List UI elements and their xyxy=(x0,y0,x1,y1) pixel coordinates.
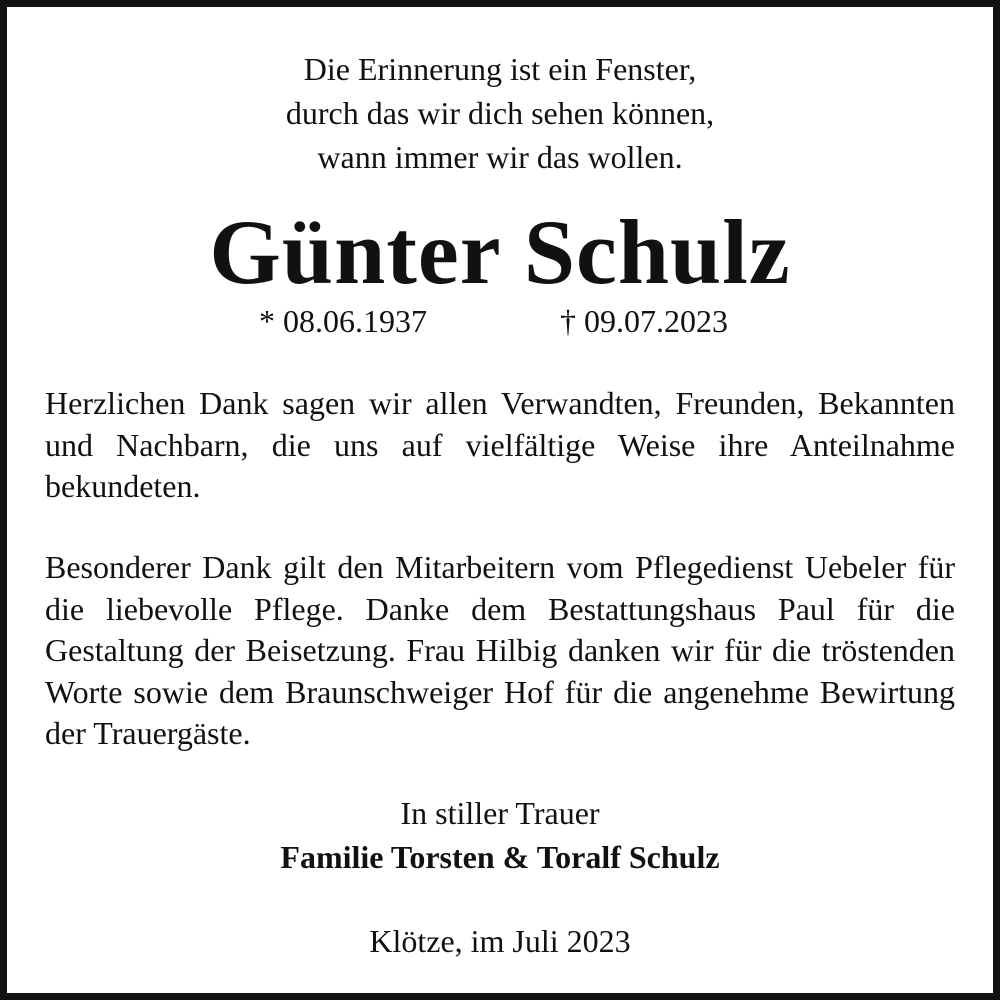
birth-date: * 08.06.1937 xyxy=(259,303,427,339)
thanks-paragraph-2 xyxy=(45,547,955,755)
motto-quote xyxy=(7,47,993,179)
motto-line-2: durch das wir dich sehen können, xyxy=(285,95,715,131)
motto-line-3: wann immer wir das wollen. xyxy=(317,139,683,175)
motto-line-1: Die Erinnerung ist ein Fenster, xyxy=(303,51,697,87)
mourning-phrase: In stiller Trauer xyxy=(400,795,600,831)
death-date: † 09.07.2023 xyxy=(560,303,728,339)
deceased-name: Günter Schulz xyxy=(209,201,791,303)
thanks-paragraph-2-text: Besonderer Dank gilt den Mitarbeitern vom Pflegedienst Uebeler für die liebevolle Pflege. Danke dem Bestattungshaus Paul für die Gestaltung der Beisetzung. Frau Hilbig danken wir für die tröstenden Worte sowie dem Braunschweiger Hof für die angenehme Bewirtung der Trauergäste. xyxy=(45,549,955,751)
thanks-paragraph-1 xyxy=(45,383,955,508)
place-date: Klötze, im Juli 2023 xyxy=(369,923,631,959)
thanks-paragraph-1-text: Herzlichen Dank sagen wir allen Verwandten, Freunden, Bekannten und Nachbarn, die uns auf vielfältige Weise ihre Anteilnahme bekundeten. xyxy=(45,385,955,504)
family-signature: Familie Torsten & Toralf Schulz xyxy=(280,839,720,875)
